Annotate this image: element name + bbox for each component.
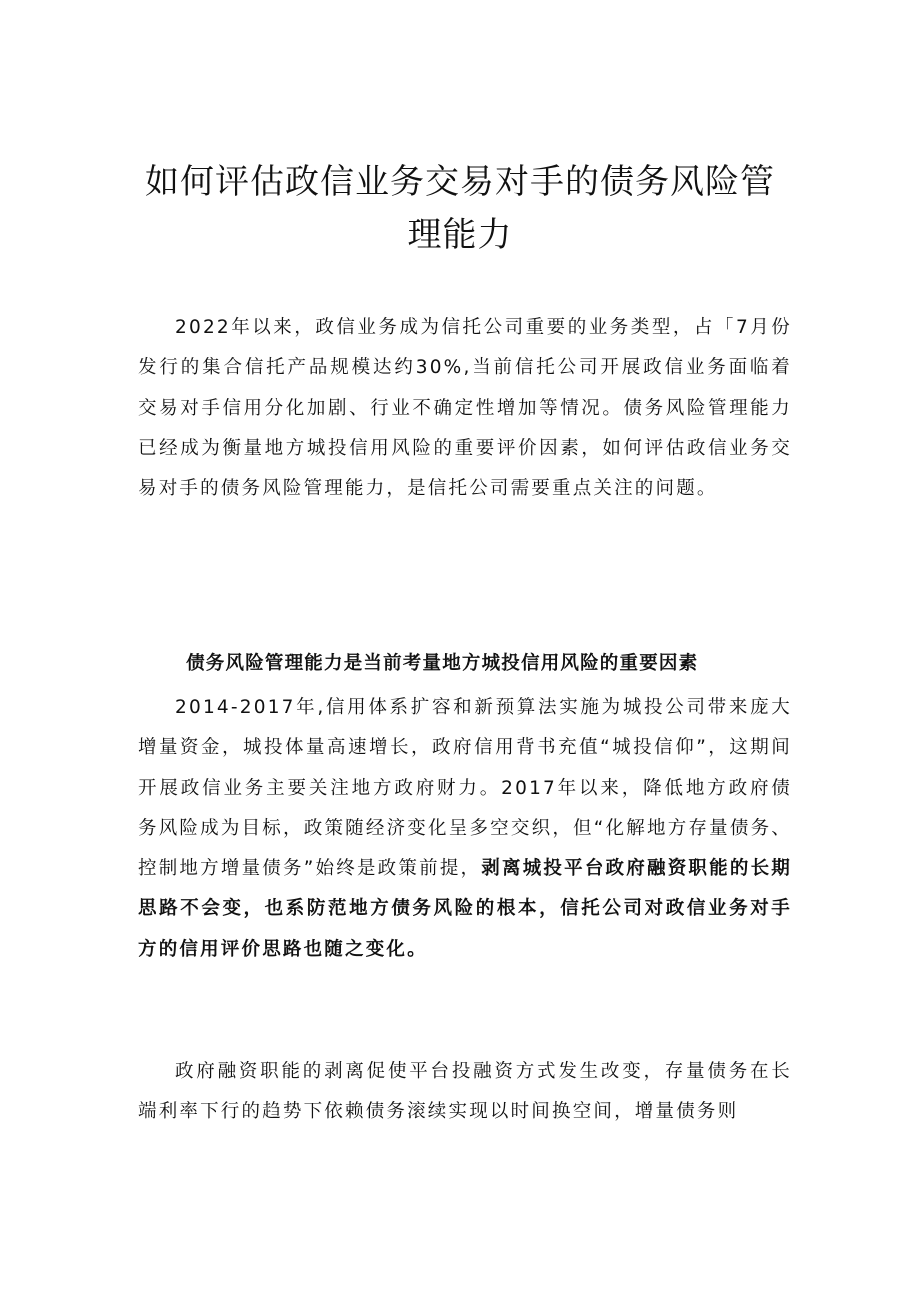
document-title: 如何评估政信业务交易对手的债务风险管理能力 [145,162,775,255]
intro-paragraph: 2022年以来，政信业务成为信托公司重要的业务类型，占「7月份发行的集合信托产品规模达约30%,当前信托公司开展政信业务面临着交易对手信用分化加剧、行业不确定性增加等情况。债务风险管理能力已经成为衡量地方城投信用风险的重要评价因素，如何评估政信业务交易对手的债务风险管理能力，是信托公司需要重点关注的问题。 [138,317,792,500]
paragraph-2-bold-text: 剥离城投平台政府融资职能的长期思路不会变，也系防范地方债务风险的根本，信托公司对政信业务对手方的信用评价思路也随之变化。 [138,858,792,960]
body-paragraph-3: 政府融资职能的剥离促使平台投融资方式发生改变，存量债务在长端利率下行的趋势下依赖债务滚续实现以时间换空间，增量债务则 [138,1061,792,1123]
paragraph-2-normal-text: 2014-2017年,信用体系扩容和新预算法实施为城投公司带来庞大增量资金，城投体量高速增长，政府信用背书充值“城投信仰”，这期间开展政信业务主要关注地方政府财力。2017年以来，降低地方政府债务风险成为目标，政策随经济变化呈多空交织，但“化解地方存量债务、控制地方增量债务”始终是政策前提， [138,697,792,880]
body-paragraph-2 [138,688,792,970]
section-heading: 债务风险管理能力是当前考量地方城投信用风险的重要因素 [186,653,699,674]
